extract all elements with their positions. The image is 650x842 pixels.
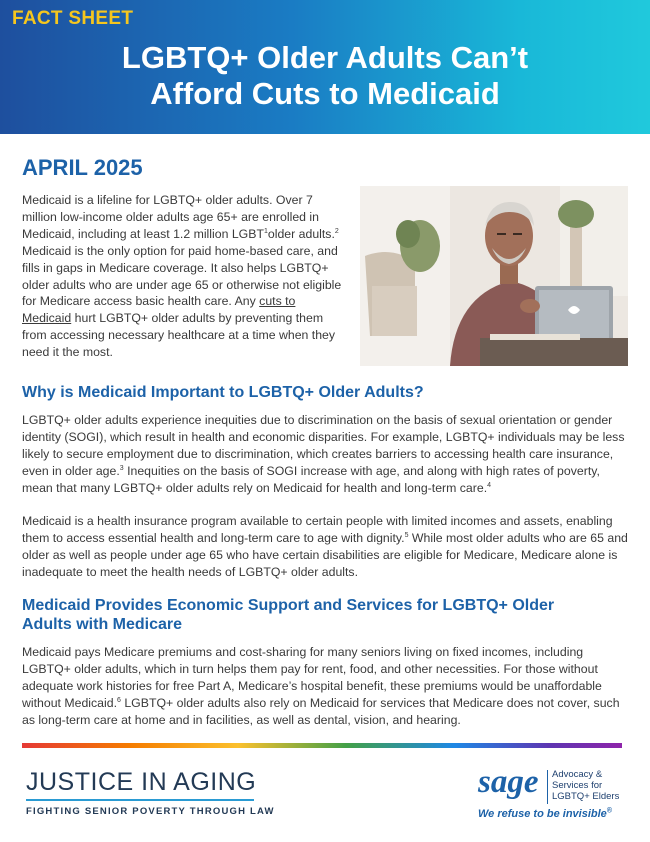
- photo-illustration: [360, 186, 628, 366]
- rainbow-divider: [22, 743, 622, 748]
- sage-line-3: LGBTQ+ Elders: [552, 791, 620, 802]
- footnote-ref-3[interactable]: 3: [119, 464, 124, 472]
- footnote-ref-6[interactable]: 6: [117, 696, 121, 704]
- page-title: [0, 40, 650, 112]
- justice-in-aging-tagline: FIGHTING SENIOR POVERTY THROUGH LAW: [26, 806, 275, 817]
- sage-logo[interactable]: sage: [478, 764, 539, 800]
- fact-sheet-label: FACT SHEET: [12, 8, 134, 29]
- title-line-1: LGBTQ+ Older Adults Can’t: [121, 40, 529, 75]
- older-man-laptop-photo: [360, 186, 628, 366]
- section1-para2-text-b: While most older adults who are 65 and older as well as people under age 65 who have certain disabilities are eligible for Medicare, Medicare alone is inadequate to meet the health needs of LGBTQ+ older adults.: [22, 530, 628, 579]
- footnote-ref-5[interactable]: 5: [404, 531, 409, 539]
- section-heading-economic-support: [22, 596, 554, 634]
- section2-text-a: Medicaid pays Medicare premiums and cost-sharing for many seniors living on fixed incomes, including LGBTQ+ older adults, which in turn helps them pay for rent, food, and other necessities. For those without adequate work histories for free Part A, Medicare’s hospital benefit, these premiums would be unaffordable without Medicaid.: [22, 645, 602, 710]
- sage-tagline: [478, 808, 612, 820]
- section1-para1-text-a: LGBTQ+ older adults experience inequities due to discrimination on the basis of sexual orientation or gender identity (SOGI), which result in health and economic disparities. For example, LGBTQ+ individuals may be less likely to secure employment due to discrimination, which creates barriers to accessing health care insurance, even in older age.: [22, 413, 625, 478]
- section1-paragraph-2: [22, 513, 628, 581]
- publication-date: APRIL 2025: [22, 155, 143, 180]
- title-line-2: Afford Cuts to Medicaid: [150, 76, 500, 111]
- intro-text-2: older adults.: [267, 226, 335, 241]
- footnote-ref-2[interactable]: 2: [334, 227, 339, 235]
- header-banner: [0, 0, 650, 134]
- cuts-to-medicaid-link[interactable]: cuts to Medicaid: [22, 294, 296, 326]
- sage-line-1: Advocacy &: [552, 769, 603, 780]
- intro-text-1: Medicaid is a lifeline for LGBTQ+ older adults. Over 7 million low-income older adults age 65+ are enrolled in Medicaid, including at least 1.2 million LGBT: [22, 193, 319, 241]
- footnote-ref-4[interactable]: 4: [487, 481, 492, 489]
- section1-para2-text-a: Medicaid is a health insurance program available to certain people with limited incomes and assets, enabling them to access essential health and long-term care to age with dignity.: [22, 514, 613, 545]
- intro-text-4: hurt LGBTQ+ older adults by preventing them from accessing necessary healthcare at a time when they need it the most.: [22, 311, 336, 360]
- footnote-ref-1[interactable]: 1: [263, 227, 268, 235]
- intro-text-3: Medicaid is the only option for paid home-based care, and fills in gaps in Medicare coverage. It also helps LGBTQ+ older adults who are under age 65 or otherwise not eligible for Medicare access basic health care. Any: [22, 243, 342, 309]
- section2-text-b: LGBTQ+ older adults also rely on Medicaid for services that Medicare does not cover, such as long-term care at home and in facilities, as well as dental, vision, and hearing.: [22, 695, 620, 727]
- registered-mark: ®: [606, 807, 612, 815]
- sage-divider: [547, 770, 548, 804]
- sage-tagline-text: We refuse to be invisible: [478, 808, 607, 820]
- justice-in-aging-rule: [26, 799, 254, 801]
- sage-description: [552, 769, 619, 802]
- section2-heading-line-2: Adults with Medicare: [22, 616, 183, 633]
- intro-paragraph: [22, 192, 347, 361]
- section2-heading-line-1: Medicaid Provides Economic Support and Services for LGBTQ+ Older: [22, 597, 555, 614]
- section-heading-why: Why is Medicaid Important to LGBTQ+ Older Adults?: [22, 384, 424, 401]
- section2-paragraph: [22, 644, 628, 729]
- sage-line-2: Services for: [552, 780, 603, 791]
- section1-para1-text-b: Inequities on the basis of SOGI increase with age, and along with high rates of poverty, mean that many LGBTQ+ older adults rely on Medicaid for health and long-term care.: [22, 463, 600, 495]
- section1-paragraph-1: [22, 412, 628, 497]
- justice-in-aging-logo[interactable]: JUSTICE IN AGING: [26, 768, 257, 796]
